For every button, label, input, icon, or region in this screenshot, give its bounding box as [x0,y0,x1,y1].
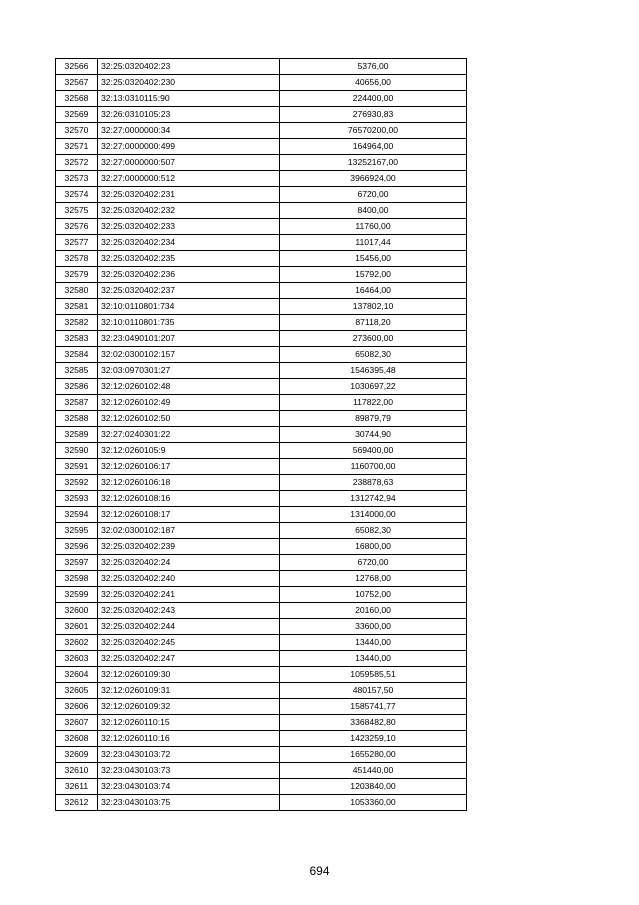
value-cell: 6720,00 [280,187,467,203]
cadastral-number-cell: 32:27:0000000:507 [98,155,280,171]
row-number-cell: 32600 [56,603,98,619]
cadastral-number-cell: 32:25:0320402:245 [98,635,280,651]
cadastral-value-table [55,58,467,811]
table-row [56,107,467,123]
cadastral-number-cell: 32:25:0320402:236 [98,267,280,283]
cadastral-number-cell: 32:25:0320402:233 [98,219,280,235]
value-cell: 8400,00 [280,203,467,219]
table-row [56,75,467,91]
cadastral-number-cell: 32:25:0320402:241 [98,587,280,603]
table-row [56,683,467,699]
cadastral-number-cell: 32:02:0300102:187 [98,523,280,539]
cadastral-number-cell: 32:25:0320402:237 [98,283,280,299]
value-cell: 12768,00 [280,571,467,587]
value-cell: 137802,10 [280,299,467,315]
row-number-cell: 32593 [56,491,98,507]
row-number-cell: 32608 [56,731,98,747]
value-cell: 15456,00 [280,251,467,267]
value-cell: 117822,00 [280,395,467,411]
table-row [56,267,467,283]
table-row [56,731,467,747]
cadastral-number-cell: 32:25:0320402:244 [98,619,280,635]
table-row [56,203,467,219]
table-row [56,91,467,107]
cadastral-number-cell: 32:23:0430103:75 [98,795,280,811]
table-row [56,619,467,635]
cadastral-number-cell: 32:12:0260102:48 [98,379,280,395]
row-number-cell: 32571 [56,139,98,155]
table-row [56,299,467,315]
cadastral-number-cell: 32:12:0260110:15 [98,715,280,731]
row-number-cell: 32603 [56,651,98,667]
value-cell: 3966924,00 [280,171,467,187]
table-row [56,667,467,683]
row-number-cell: 32610 [56,763,98,779]
row-number-cell: 32577 [56,235,98,251]
table-row [56,123,467,139]
cadastral-number-cell: 32:25:0320402:231 [98,187,280,203]
table-body [56,59,467,811]
row-number-cell: 32569 [56,107,98,123]
row-number-cell: 32573 [56,171,98,187]
value-cell: 1423259,10 [280,731,467,747]
table-row [56,363,467,379]
table-row [56,427,467,443]
cadastral-number-cell: 32:27:0000000:499 [98,139,280,155]
cadastral-number-cell: 32:03:0970301:27 [98,363,280,379]
table-row [56,395,467,411]
cadastral-number-cell: 32:23:0430103:72 [98,747,280,763]
value-cell: 1203840,00 [280,779,467,795]
table-row [56,763,467,779]
value-cell: 33600,00 [280,619,467,635]
value-cell: 65082,30 [280,347,467,363]
cadastral-number-cell: 32:27:0000000:34 [98,123,280,139]
cadastral-number-cell: 32:12:0260108:17 [98,507,280,523]
cadastral-number-cell: 32:27:0000000:512 [98,171,280,187]
table-row [56,379,467,395]
cadastral-number-cell: 32:12:0260102:49 [98,395,280,411]
row-number-cell: 32574 [56,187,98,203]
cadastral-number-cell: 32:12:0260106:17 [98,459,280,475]
table-row [56,411,467,427]
row-number-cell: 32591 [56,459,98,475]
cadastral-number-cell: 32:25:0320402:23 [98,59,280,75]
value-cell: 276930,83 [280,107,467,123]
table-row [56,251,467,267]
table-row [56,219,467,235]
row-number-cell: 32596 [56,539,98,555]
row-number-cell: 32588 [56,411,98,427]
row-number-cell: 32582 [56,315,98,331]
value-cell: 224400,00 [280,91,467,107]
row-number-cell: 32578 [56,251,98,267]
table-row [56,139,467,155]
cadastral-number-cell: 32:25:0320402:24 [98,555,280,571]
cadastral-number-cell: 32:25:0320402:240 [98,571,280,587]
table-row [56,315,467,331]
row-number-cell: 32586 [56,379,98,395]
value-cell: 1655280,00 [280,747,467,763]
cadastral-number-cell: 32:25:0320402:235 [98,251,280,267]
cadastral-number-cell: 32:27:0240301:22 [98,427,280,443]
row-number-cell: 32609 [56,747,98,763]
table-row [56,651,467,667]
value-cell: 65082,30 [280,523,467,539]
value-cell: 569400,00 [280,443,467,459]
row-number-cell: 32568 [56,91,98,107]
table-row [56,331,467,347]
cadastral-number-cell: 32:23:0430103:74 [98,779,280,795]
cadastral-number-cell: 32:12:0260108:16 [98,491,280,507]
value-cell: 1546395,48 [280,363,467,379]
row-number-cell: 32606 [56,699,98,715]
cadastral-number-cell: 32:10:0110801:735 [98,315,280,331]
value-cell: 3368482,80 [280,715,467,731]
table-row [56,507,467,523]
table-row [56,59,467,75]
row-number-cell: 32579 [56,267,98,283]
row-number-cell: 32583 [56,331,98,347]
cadastral-number-cell: 32:25:0320402:230 [98,75,280,91]
row-number-cell: 32601 [56,619,98,635]
row-number-cell: 32592 [56,475,98,491]
cadastral-number-cell: 32:10:0110801:734 [98,299,280,315]
row-number-cell: 32594 [56,507,98,523]
value-cell: 16464,00 [280,283,467,299]
table-row [56,587,467,603]
value-cell: 1312742,94 [280,491,467,507]
table-row [56,235,467,251]
row-number-cell: 32611 [56,779,98,795]
cadastral-number-cell: 32:12:0260102:50 [98,411,280,427]
row-number-cell: 32587 [56,395,98,411]
row-number-cell: 32585 [56,363,98,379]
row-number-cell: 32580 [56,283,98,299]
cadastral-number-cell: 32:12:0260109:30 [98,667,280,683]
value-cell: 451440,00 [280,763,467,779]
row-number-cell: 32589 [56,427,98,443]
table-row [56,635,467,651]
value-cell: 76570200,00 [280,123,467,139]
cadastral-number-cell: 32:12:0260106:18 [98,475,280,491]
cadastral-number-cell: 32:25:0320402:243 [98,603,280,619]
value-cell: 13252167,00 [280,155,467,171]
row-number-cell: 32612 [56,795,98,811]
cadastral-number-cell: 32:25:0320402:234 [98,235,280,251]
table-row [56,571,467,587]
value-cell: 13440,00 [280,651,467,667]
row-number-cell: 32590 [56,443,98,459]
page-number: 694 [309,864,330,878]
row-number-cell: 32604 [56,667,98,683]
value-cell: 238878,63 [280,475,467,491]
row-number-cell: 32605 [56,683,98,699]
row-number-cell: 32572 [56,155,98,171]
table-row [56,347,467,363]
value-cell: 480157,50 [280,683,467,699]
row-number-cell: 32575 [56,203,98,219]
table-row [56,523,467,539]
table-row [56,747,467,763]
value-cell: 89879,79 [280,411,467,427]
table-row [56,603,467,619]
table-row [56,715,467,731]
value-cell: 164964,00 [280,139,467,155]
cadastral-number-cell: 32:12:0260105:9 [98,443,280,459]
row-number-cell: 32597 [56,555,98,571]
row-number-cell: 32595 [56,523,98,539]
table-row [56,187,467,203]
cadastral-number-cell: 32:25:0320402:232 [98,203,280,219]
table-row [56,155,467,171]
table-row [56,699,467,715]
value-cell: 16800,00 [280,539,467,555]
table-row [56,171,467,187]
cadastral-number-cell: 32:12:0260109:32 [98,699,280,715]
cadastral-number-cell: 32:23:0490101:207 [98,331,280,347]
value-cell: 1314000,00 [280,507,467,523]
value-cell: 273600,00 [280,331,467,347]
value-cell: 87118,20 [280,315,467,331]
row-number-cell: 32570 [56,123,98,139]
cadastral-number-cell: 32:12:0260109:31 [98,683,280,699]
table-row [56,475,467,491]
row-number-cell: 32566 [56,59,98,75]
value-cell: 11760,00 [280,219,467,235]
table-row [56,443,467,459]
cadastral-number-cell: 32:02:0300102:157 [98,347,280,363]
row-number-cell: 32584 [56,347,98,363]
row-number-cell: 32598 [56,571,98,587]
value-cell: 6720,00 [280,555,467,571]
value-cell: 1053360,00 [280,795,467,811]
cadastral-number-cell: 32:25:0320402:247 [98,651,280,667]
value-cell: 1030697,22 [280,379,467,395]
cadastral-number-cell: 32:12:0260110:16 [98,731,280,747]
table-row [56,779,467,795]
value-cell: 1160700,00 [280,459,467,475]
table-row [56,491,467,507]
cadastral-number-cell: 32:23:0430103:73 [98,763,280,779]
table-row [56,539,467,555]
value-cell: 1585741,77 [280,699,467,715]
cadastral-number-cell: 32:25:0320402:239 [98,539,280,555]
value-cell: 1059585,51 [280,667,467,683]
value-cell: 5376,00 [280,59,467,75]
cadastral-number-cell: 32:26:0310105:23 [98,107,280,123]
row-number-cell: 32607 [56,715,98,731]
value-cell: 11017,44 [280,235,467,251]
value-cell: 40656,00 [280,75,467,91]
table-row [56,555,467,571]
value-cell: 10752,00 [280,587,467,603]
value-cell: 20160,00 [280,603,467,619]
table-row [56,283,467,299]
table-row [56,795,467,811]
cadastral-number-cell: 32:13:0310115:90 [98,91,280,107]
row-number-cell: 32576 [56,219,98,235]
row-number-cell: 32581 [56,299,98,315]
value-cell: 13440,00 [280,635,467,651]
row-number-cell: 32599 [56,587,98,603]
value-cell: 15792,00 [280,267,467,283]
value-cell: 30744,90 [280,427,467,443]
row-number-cell: 32602 [56,635,98,651]
row-number-cell: 32567 [56,75,98,91]
table-row [56,459,467,475]
